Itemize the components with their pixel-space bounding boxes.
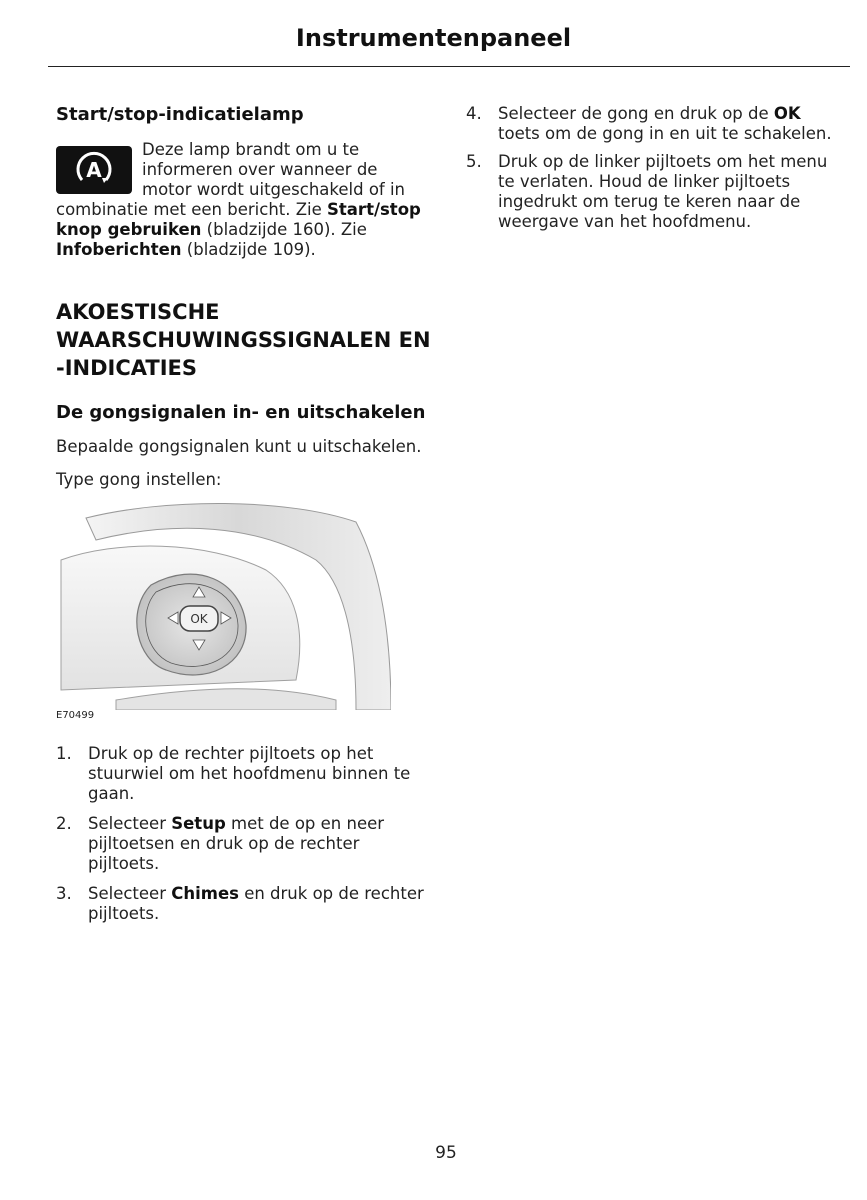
page-number: 95 [435, 1143, 457, 1163]
step-bold-chimes: Chimes [171, 884, 239, 903]
start-stop-text-1: Deze lamp brandt om u te informeren over wanneer de motor wordt uitgeschakeld of in combinatie met een bericht. Zie [56, 140, 406, 219]
list-item [56, 744, 431, 804]
step-number: 3. [56, 884, 72, 903]
step-text-post: en druk op de rechter pijltoets. [88, 884, 424, 923]
step-text-pre: Selecteer [88, 884, 172, 903]
list-item [466, 104, 846, 144]
page-header-title: Instrumentenpaneel [295, 24, 572, 52]
svg-text:A: A [86, 158, 102, 182]
step-text-post: toets om de gong in en uit te schakelen. [498, 124, 832, 143]
left-column [56, 104, 431, 934]
step-text: Druk op de linker pijltoets om het menu te verlaten. Houd de linker pijltoets ingedrukt om terug te keren naar de weergave van het hoofdmenu. [498, 152, 828, 231]
right-column [466, 104, 846, 240]
steering-wheel-figure [56, 500, 391, 720]
paragraph-chime-type: Type gong instellen: [56, 470, 222, 489]
step-text: Druk op de rechter pijltoets op het stuurwiel om het hoofdmenu binnen te gaan. [88, 744, 411, 803]
subsection-title: De gongsignalen in- en uitschakelen [56, 402, 426, 423]
step-bold-ok: OK [773, 104, 801, 123]
step-number: 5. [466, 152, 482, 171]
step-text-pre: Selecteer [88, 814, 172, 833]
step-bold-setup: Setup [171, 814, 226, 833]
steps-list-left [56, 744, 431, 924]
step-number: 4. [466, 104, 482, 123]
start-stop-link-1[interactable]: Start/stop knop gebruiken [56, 200, 421, 239]
start-stop-heading: Start/stop-indicatielamp [56, 104, 304, 125]
list-item [466, 152, 846, 232]
list-item [56, 814, 431, 874]
header-divider [48, 66, 850, 67]
steps-list-right [466, 104, 846, 232]
step-number: 1. [56, 744, 72, 763]
auto-start-stop-icon [56, 146, 132, 194]
list-item [56, 884, 431, 924]
start-stop-text-3: (bladzijde 109). [181, 240, 316, 259]
start-stop-text-2: (bladzijde 160). Zie [201, 220, 367, 239]
figure-label: E70499 [56, 710, 95, 721]
start-stop-paragraph [56, 140, 431, 260]
ok-button-label: OK [190, 612, 208, 626]
start-stop-link-2[interactable]: Infoberichten [56, 240, 182, 259]
step-text-pre: Selecteer de gong en druk op de [498, 104, 774, 123]
steering-wheel-illustration [56, 500, 391, 710]
step-number: 2. [56, 814, 72, 833]
paragraph-chimes-intro: Bepaalde gongsignalen kunt u uitschakelen. [56, 437, 422, 456]
section-title: AKOESTISCHE WAARSCHUWINGSSIGNALEN EN -INDICATIES [56, 300, 431, 380]
step-text-post: met de op en neer pijltoetsen en druk op de rechter pijltoets. [88, 814, 385, 873]
